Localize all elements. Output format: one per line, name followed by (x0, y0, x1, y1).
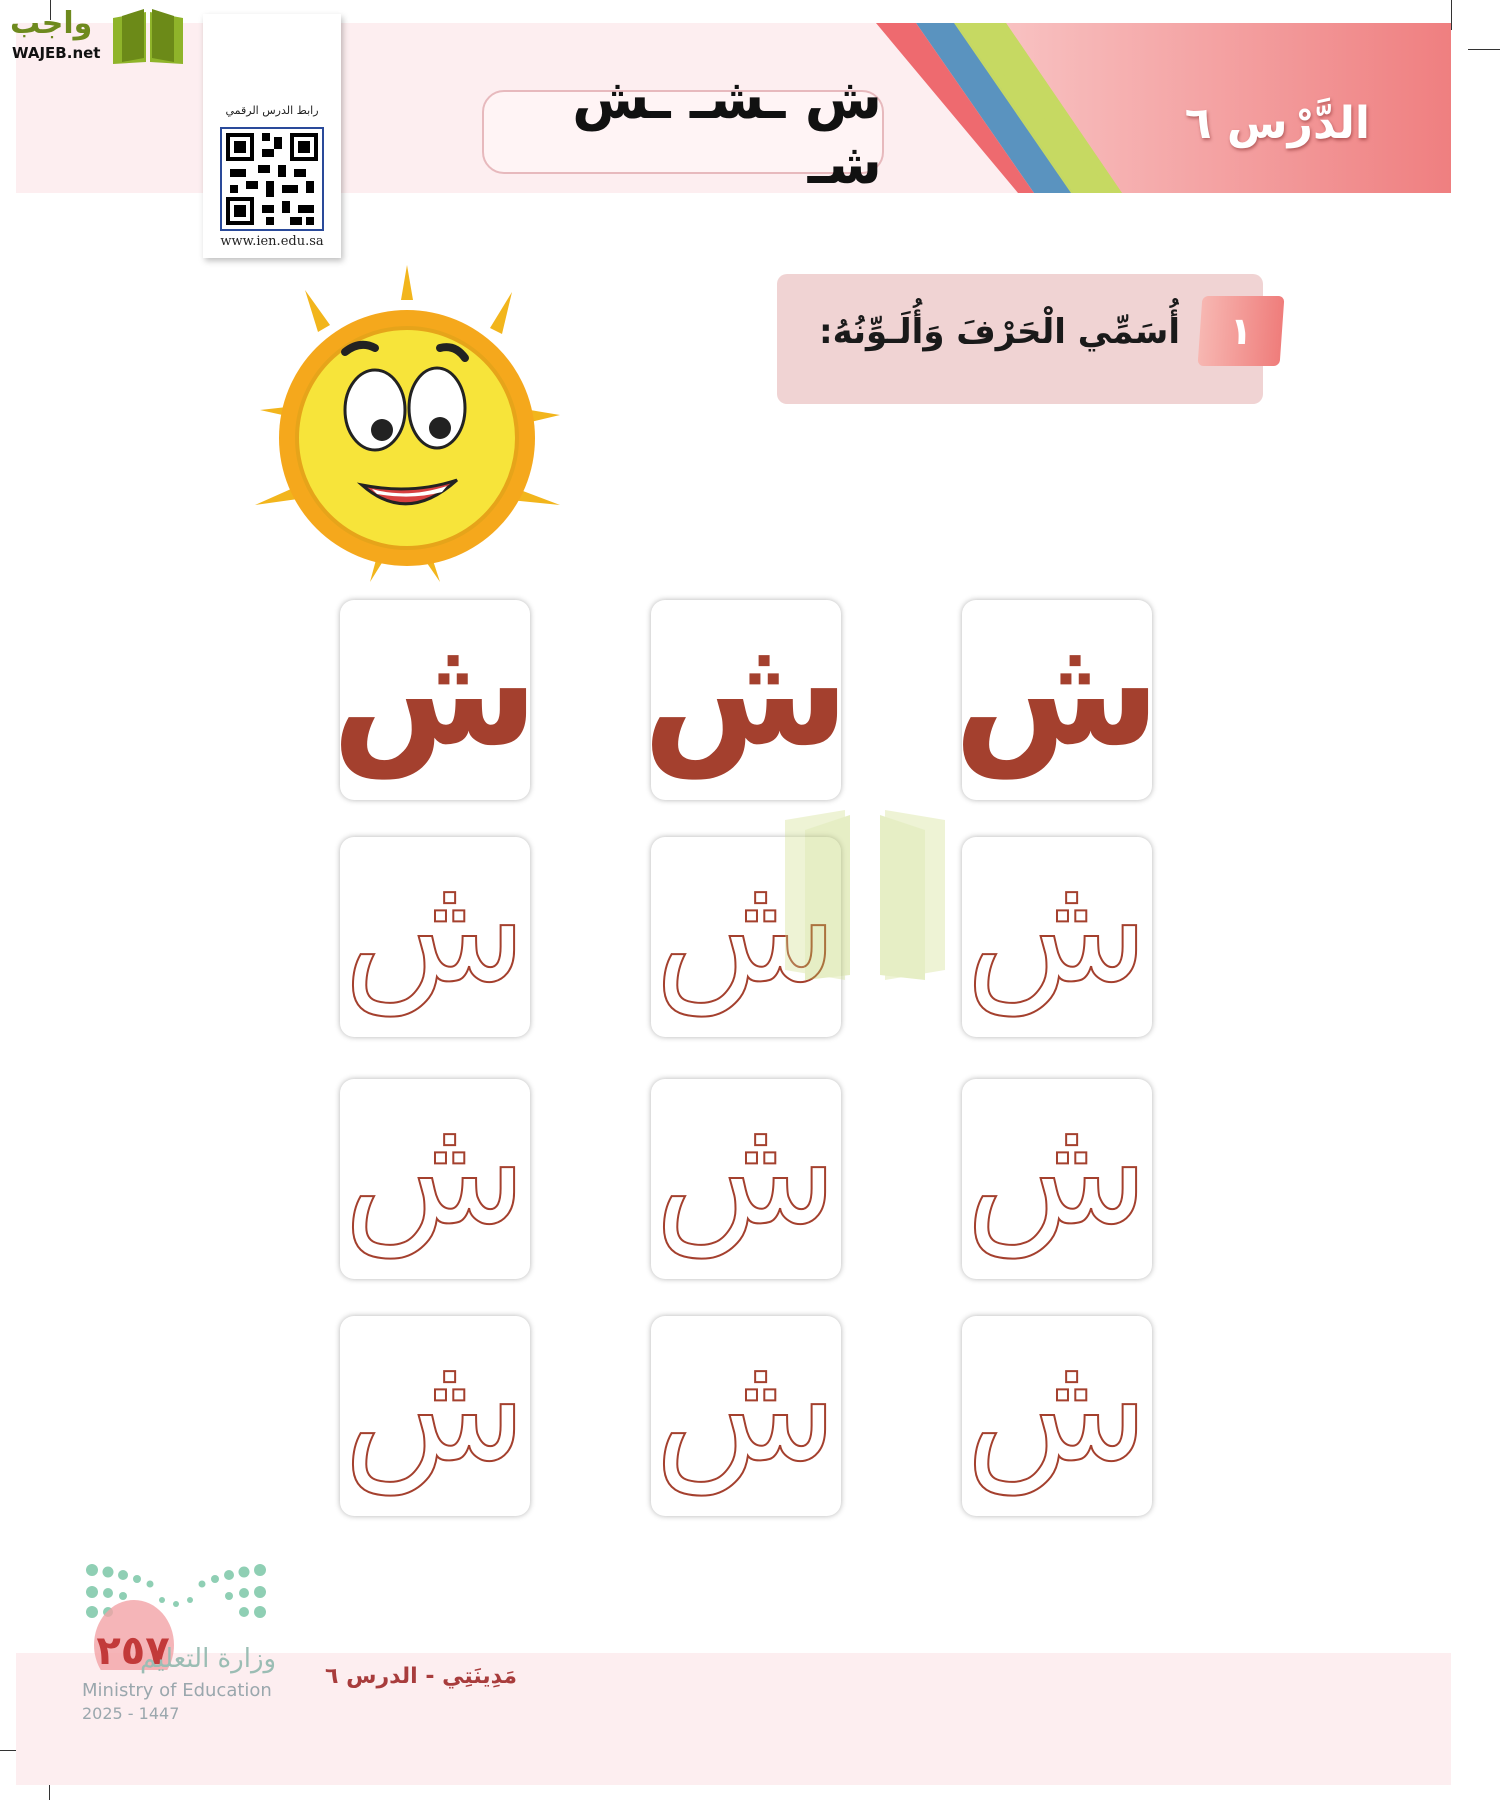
wajeb-logo-en: WAJEB.net (12, 44, 101, 62)
letter-glyph: ش (331, 605, 539, 779)
letter-glyph: ش (343, 842, 527, 1016)
page-number: ٢٥٧ (96, 1628, 170, 1674)
footer-book-title: مَدِينَتِي - الدرس ٦ (325, 1664, 517, 1689)
ministry-name-en: Ministry of Education (82, 1680, 272, 1701)
letter-card-solid (953, 600, 1161, 800)
letter-glyph: ش (642, 605, 850, 779)
letter-card-solid (642, 600, 850, 800)
wajeb-logo-ar: واجب (10, 6, 93, 41)
letter-glyph: ش (343, 1321, 527, 1495)
letter-card-outline[interactable] (962, 1316, 1152, 1516)
letter-glyph: ش (965, 842, 1149, 1016)
qr-card[interactable] (203, 14, 341, 258)
letter-card-outline[interactable] (962, 1079, 1152, 1279)
letter-card-outline[interactable] (651, 1079, 841, 1279)
letter-card-outline[interactable] (962, 837, 1152, 1037)
qr-label: رابط الدرس الرقمي (225, 104, 319, 117)
letter-glyph: ش (965, 1084, 1149, 1258)
letter-glyph: ش (654, 1084, 838, 1258)
instruction-text: أُسَمِّي الْحَرْفَ وَأُلَـوِّنُهُ: (818, 312, 1180, 352)
crop-mark (1451, 0, 1452, 30)
exercise-number-badge: ١ (1198, 296, 1285, 366)
letter-glyph: ش (953, 605, 1161, 779)
book-icon (108, 6, 188, 66)
letter-glyph: ش (654, 1321, 838, 1495)
wajeb-logo (10, 6, 190, 66)
lesson-number-label: الدَّرْس ٦ (1184, 98, 1370, 149)
qr-url: www.ien.edu.sa (220, 234, 324, 249)
sun-illustration (250, 260, 570, 590)
letter-card-outline[interactable] (340, 1079, 530, 1279)
letter-card-solid (331, 600, 539, 800)
letter-card-outline[interactable] (651, 1316, 841, 1516)
letter-card-outline[interactable] (340, 1316, 530, 1516)
letter-glyph: ش (965, 1321, 1149, 1495)
letter-glyph: ش (343, 1084, 527, 1258)
ministry-name-ar: وزارة التعليم (140, 1644, 277, 1674)
letter-glyph: ش (654, 842, 838, 1016)
letter-card-outline[interactable] (340, 837, 530, 1037)
lesson-title-box (482, 67, 884, 197)
lesson-title-letters: ش ـشـ ـش شـ (572, 67, 882, 197)
ministry-year: 2025 - 1447 (82, 1704, 180, 1723)
qr-code-icon[interactable] (220, 127, 324, 231)
crop-mark (1468, 49, 1500, 50)
letter-card-outline[interactable] (651, 837, 841, 1037)
